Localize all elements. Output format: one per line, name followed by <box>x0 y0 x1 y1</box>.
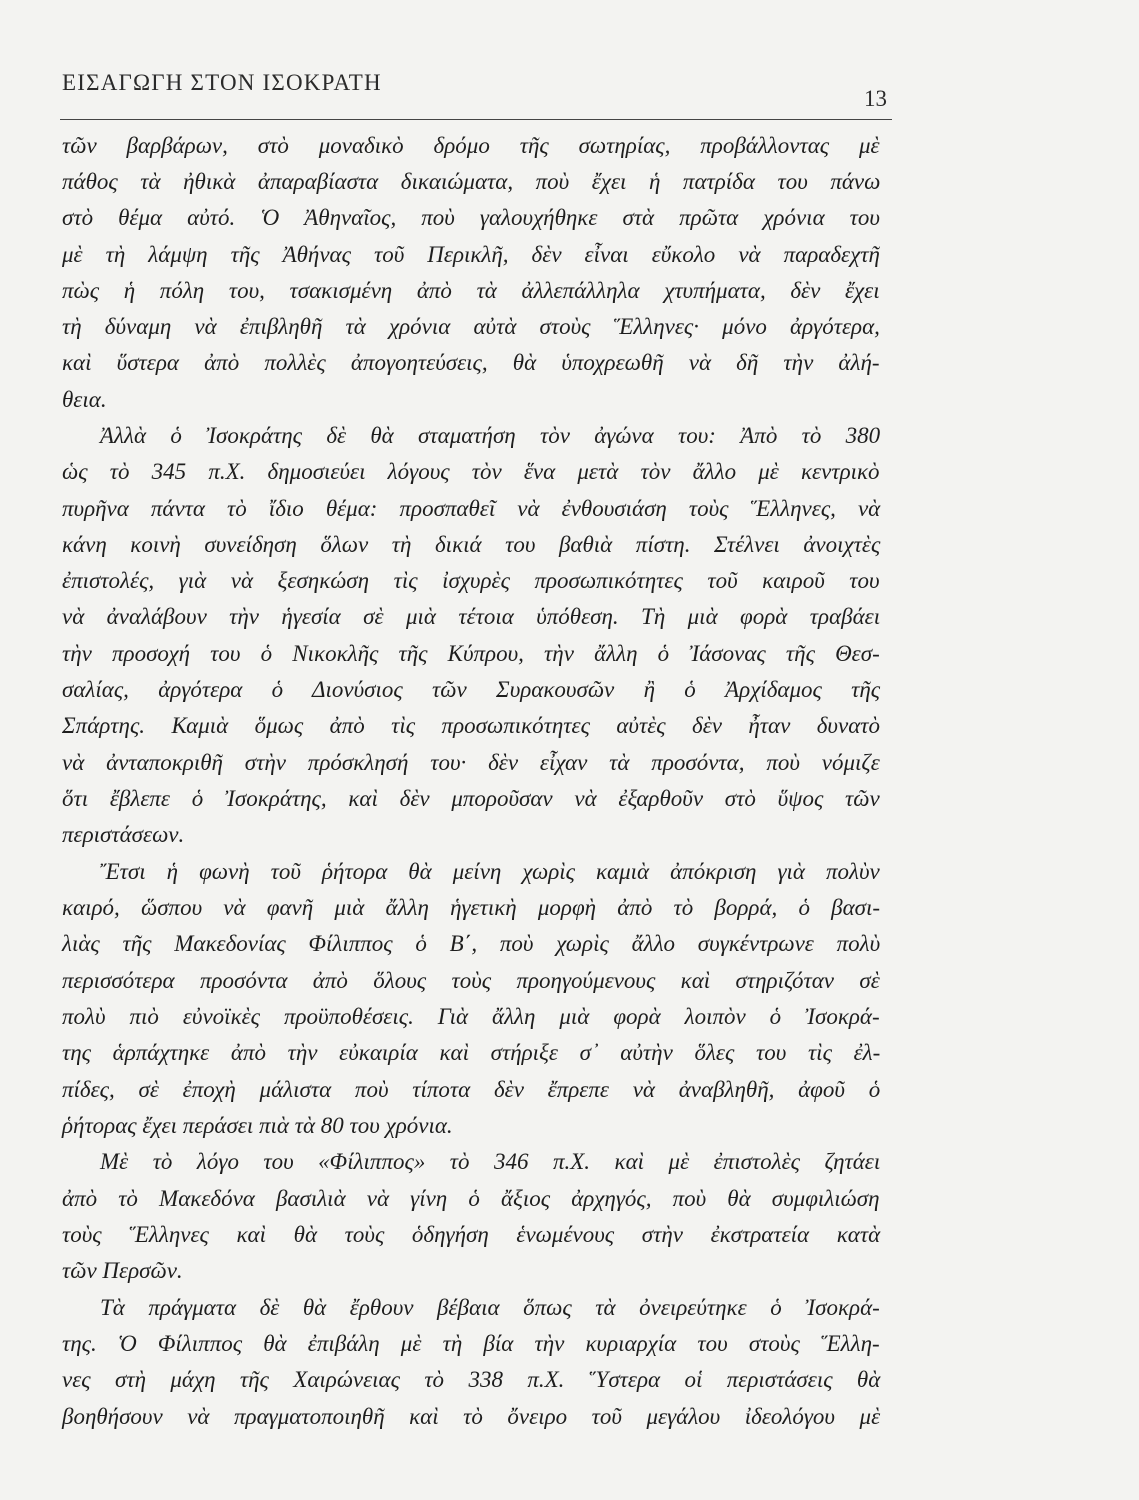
page-number: 13 <box>864 86 887 111</box>
text-line: σαλίας, ἀργότερα ὁ Διονύσιος τῶν Συρακουσῶν ἢ ὁ Ἀρχίδαμος τῆς <box>62 677 881 702</box>
text-line: νὰ ἀναλάβουν τὴν ἡγεσία σὲ μιὰ τέτοια ὑπόθεση. Τὴ μιὰ φορὰ τραβάει <box>62 604 881 629</box>
header-rule <box>60 119 892 120</box>
text-line: βοηθήσουν νὰ πραγματοποιηθῆ καὶ τὸ ὄνειρο τοῦ μεγάλου ἰδεολόγου μὲ <box>62 1404 881 1429</box>
running-head-title: ΕΙΣΑΓΩΓΗ ΣΤΟΝ ΙΣΟΚΡΑΤΗ <box>62 70 382 95</box>
text-line: λιὰς τῆς Μακεδονίας Φίλιππος ὁ Β΄, ποὺ χωρὶς ἄλλο συγκέντρωνε πολὺ <box>62 931 881 956</box>
text-line: τῶν βαρβάρων, στὸ μοναδικὸ δρόμο τῆς σωτηρίας, προβάλλοντας μὲ <box>62 133 880 158</box>
text-line: πολὺ πιὸ εὐνοϊκὲς προϋποθέσεις. Γιὰ ἄλλη μιὰ φορὰ λοιπὸν ὁ Ἰσοκρά- <box>62 1004 880 1029</box>
text-line: τῶν Περσῶν. <box>62 1258 183 1283</box>
text-line: τοὺς Ἕλληνες καὶ θὰ τοὺς ὁδηγήση ἑνωμένους στὴν ἐκστρατεία κατὰ <box>62 1222 881 1247</box>
text-line: Σπάρτης. Καμιὰ ὅμως ἀπὸ τὶς προσωπικότητες αὐτὲς δὲν ἦταν δυνατὸ <box>62 713 881 738</box>
text-line: τὴ δύναμη νὰ ἐπιβληθῆ τὰ χρόνια αὐτὰ στοὺς Ἕλληνες· μόνο ἀργότερα, <box>62 314 880 339</box>
text-line: καὶ ὕστερα ἀπὸ πολλὲς ἀπογοητεύσεις, θὰ ὑποχρεωθῆ νὰ δῆ τὴν ἀλή- <box>62 350 880 375</box>
text-line: ῥήτορας ἔχει περάσει πιὰ τὰ 80 του χρόνια. <box>62 1113 453 1138</box>
text-line: περιστάσεων. <box>62 822 185 847</box>
text-line: πάθος τὰ ἠθικὰ ἀπαραβίαστα δικαιώματα, ποὺ ἔχει ἡ πατρίδα του πάνω <box>62 169 881 194</box>
text-line: ἀπὸ τὸ Μακεδόνα βασιλιὰ νὰ γίνη ὁ ἄξιος ἀρχηγός, ποὺ θὰ συμφιλιώση <box>62 1186 880 1211</box>
paragraph-first-line: Τὰ πράγματα δὲ θὰ ἔρθουν βέβαια ὅπως τὰ ὀνειρεύτηκε ὁ Ἰσοκρά- <box>100 1295 880 1320</box>
text-line: πίδες, σὲ ἐποχὴ μάλιστα ποὺ τίποτα δὲν ἔπρεπε νὰ ἀναβληθῆ, ἀφοῦ ὁ <box>62 1077 881 1102</box>
text-line: κάνη κοινὴ συνείδηση ὅλων τὴ δικιά του βαθιὰ πίστη. Στέλνει ἀνοιχτὲς <box>62 532 881 557</box>
text-line: ὡς τὸ 345 π.Χ. δημοσιεύει λόγους τὸν ἕνα μετὰ τὸν ἄλλο μὲ κεντρικὸ <box>62 459 880 484</box>
text-line: πὼς ἡ πόλη του, τσακισμένη ἀπὸ τὰ ἀλλεπάλληλα χτυπήματα, δὲν ἔχει <box>62 278 880 303</box>
paragraph-first-line: Ἀλλὰ ὁ Ἰσοκράτης δὲ θὰ σταματήση τὸν ἀγώνα του: Ἀπὸ τὸ 380 <box>100 423 881 448</box>
text-line: τὴν προσοχή του ὁ Νικοκλῆς τῆς Κύπρου, τὴν ἄλλη ὁ Ἰάσονας τῆς Θεσ- <box>62 641 880 666</box>
text-line: περισσότερα προσόντα ἀπὸ ὅλους τοὺς προηγούμενους καὶ στηριζόταν σὲ <box>62 968 880 993</box>
text-line: στὸ θέμα αὐτό. Ὁ Ἀθηναῖος, ποὺ γαλουχήθηκε στὰ πρῶτα χρόνια του <box>62 205 880 230</box>
text-line: ἐπιστολές, γιὰ νὰ ξεσηκώση τὶς ἰσχυρὲς προσωπικότητες τοῦ καιροῦ του <box>62 568 880 593</box>
text-line: νες στὴ μάχη τῆς Χαιρώνειας τὸ 338 π.Χ. Ὕστερα οἱ περιστάσεις θὰ <box>62 1367 881 1392</box>
text-line: μὲ τὴ λάμψη τῆς Ἀθήνας τοῦ Περικλῆ, δὲν εἶναι εὔκολο νὰ παραδεχτῆ <box>62 242 880 267</box>
paragraph-first-line: Ἔτσι ἡ φωνὴ τοῦ ῥήτορα θὰ μείνη χωρὶς καμιὰ ἀπόκριση γιὰ πολὺν <box>100 859 880 884</box>
text-line: νὰ ἀνταποκριθῆ στὴν πρόσκλησή του· δὲν εἶχαν τὰ προσόντα, ποὺ νόμιζε <box>62 750 880 775</box>
text-line: ὅτι ἔβλεπε ὁ Ἰσοκράτης, καὶ δὲν μποροῦσαν νὰ ἐξαρθοῦν στὸ ὕψος τῶν <box>62 786 880 811</box>
text-line: θεια. <box>62 387 107 412</box>
text-line: καιρό, ὥσπου νὰ φανῆ μιὰ ἄλλη ἡγετικὴ μορφὴ ἀπὸ τὸ βορρά, ὁ βασι- <box>62 895 881 920</box>
text-line: της ἁρπάχτηκε ἀπὸ τὴν εὐκαιρία καὶ στήριξε σ᾽ αὐτὴν ὅλες του τὶς ἐλ- <box>62 1040 881 1065</box>
text-line: πυρῆνα πάντα τὸ ἴδιο θέμα: προσπαθεῖ νὰ ἐνθουσιάση τοὺς Ἕλληνες, νὰ <box>62 496 881 521</box>
text-line: της. Ὁ Φίλιππος θὰ ἐπιβάλη μὲ τὴ βία τὴν κυριαρχία του στοὺς Ἕλλη- <box>62 1331 880 1356</box>
paragraph-first-line: Μὲ τὸ λόγο του «Φίλιππος» τὸ 346 π.Χ. καὶ μὲ ἐπιστολὲς ζητάει <box>100 1149 881 1174</box>
